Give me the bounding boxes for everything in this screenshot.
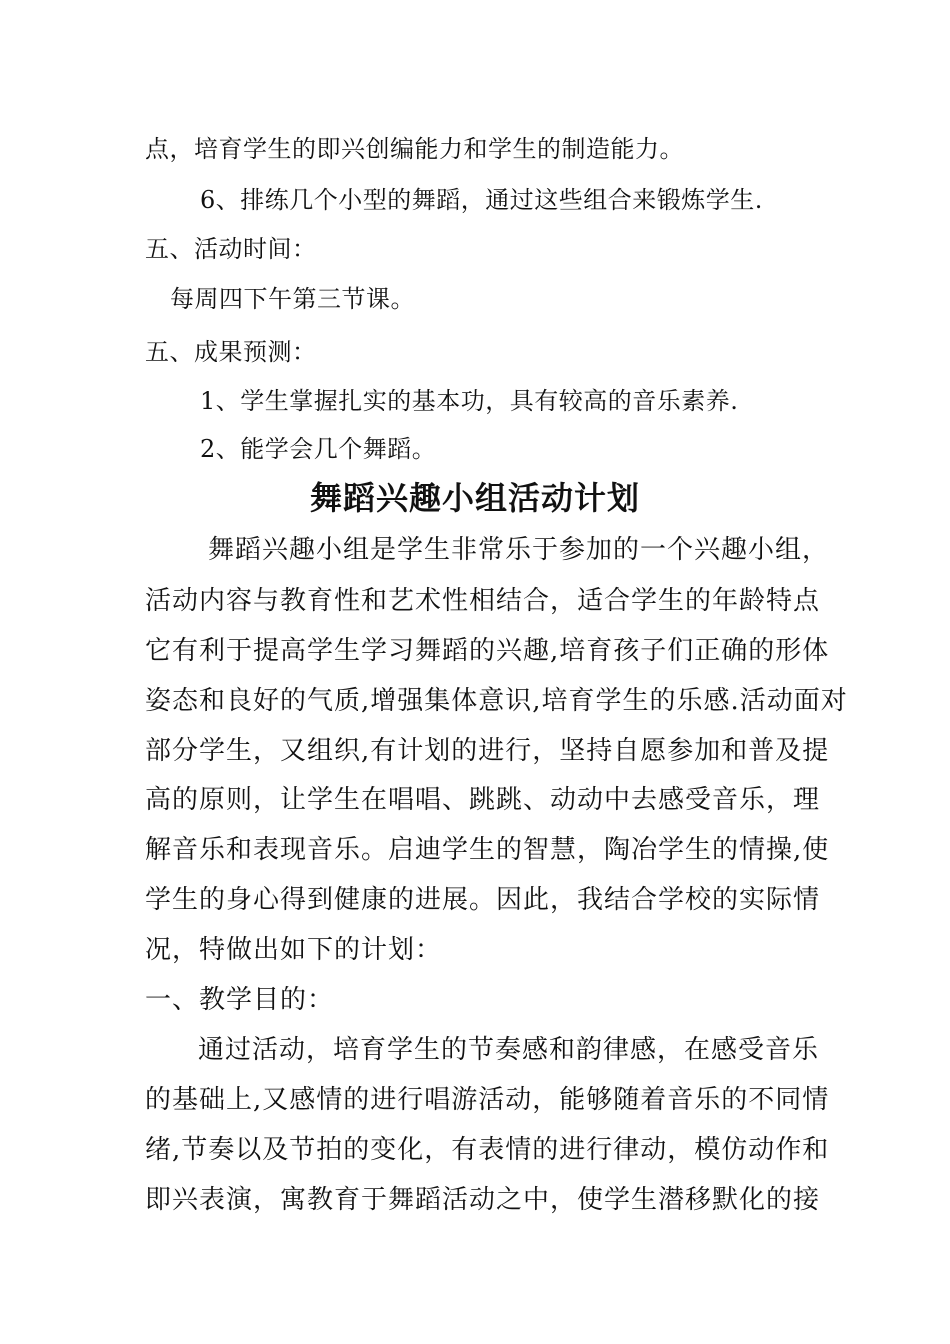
intro-line: 解音乐和表现音乐。启迪学生的智慧，陶冶学生的情操,使	[145, 835, 830, 865]
goal-line: 通过活动，培育学生的节奏感和韵律感，在感受音乐	[198, 1035, 820, 1065]
intro-line: 高的原则，让学生在唱唱、跳跳、动动中去感受音乐，理	[145, 785, 821, 815]
activity-time-text: 每周四下午第三节课。	[170, 285, 415, 313]
heading-activity-time: 五、活动时间：	[145, 235, 317, 263]
intro-line: 姿态和良好的气质,增强集体意识,培育学生的乐感.活动面对	[145, 686, 848, 716]
intro-line: 学生的身心得到健康的进展。因此，我结合学校的实际情	[145, 885, 821, 915]
heading-teaching-goal: 一、教学目的：	[145, 985, 335, 1015]
intro-line: 部分学生，又组织,有计划的进行，坚持自愿参加和普及提	[145, 736, 830, 766]
heading-expected-results: 五、成果预测：	[145, 338, 317, 366]
continuation-line: 点，培育学生的即兴创编能力和学生的制造能力。	[145, 135, 684, 163]
goal-line: 即兴表演，寓教育于舞蹈活动之中，使学生潜移默化的接	[145, 1185, 821, 1215]
result-item-2: 2、能学会几个舞蹈。	[200, 435, 437, 463]
goal-line: 的基础上,又感情的进行唱游活动，能够随着音乐的不同情	[145, 1085, 830, 1115]
goal-line: 绪,节奏以及节拍的变化，有表情的进行律动，模仿动作和	[145, 1135, 830, 1165]
result-item-1: 1、学生掌握扎实的基本功，具有较高的音乐素养.	[200, 387, 739, 415]
intro-line: 活动内容与教育性和艺术性相结合，适合学生的年龄特点	[145, 586, 821, 616]
item-6: 6、排练几个小型的舞蹈，通过这些组合来锻炼学生.	[200, 186, 763, 214]
plan-title: 舞蹈兴趣小组活动计划	[309, 479, 640, 517]
intro-line: 它有利于提高学生学习舞蹈的兴趣,培育孩子们正确的形体	[145, 636, 830, 666]
intro-line: 况，特做出如下的计划：	[145, 935, 443, 965]
intro-line: 舞蹈兴趣小组是学生非常乐于参加的一个兴趣小组，	[208, 535, 830, 565]
